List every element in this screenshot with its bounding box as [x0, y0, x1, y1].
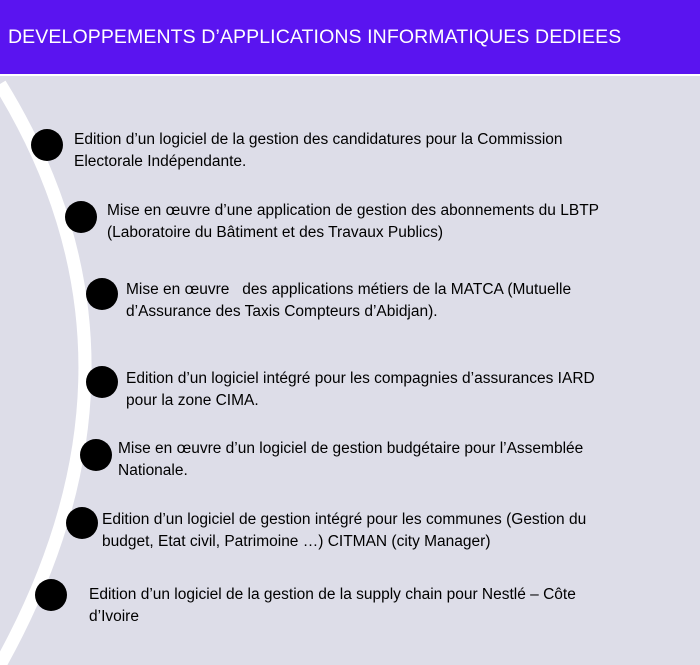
list-item-text: Edition d’un logiciel intégré pour les compagnies d’assurances IARD pour la zone CIMA. — [126, 370, 595, 409]
list-item-text: Mise en œuvre d’un logiciel de gestion budgétaire pour l’Assemblée Nationale. — [118, 440, 584, 479]
bullet-dot — [86, 278, 118, 310]
list-item-text: Mise en œuvre d’une application de gestion des abonnements du LBTP (Laboratoire du Bâtiment et des Travaux Publics) — [107, 202, 599, 241]
list-item-text: Edition d’un logiciel de la gestion des candidatures pour la Commission Electorale Indépendante. — [74, 131, 563, 170]
bullet-dot — [31, 129, 63, 161]
bullet-dot — [86, 366, 118, 398]
bullet-dot — [80, 439, 112, 471]
list-item-text: Mise en œuvre des applications métiers de la MATCA (Mutuelle d’Assurance des Taxis Compteurs d’Abidjan). — [126, 281, 572, 320]
bullet-dot — [35, 579, 67, 611]
page-title: DEVELOPPEMENTS D’APPLICATIONS INFORMATIQUES DEDIEES — [0, 0, 700, 74]
bullet-dot — [66, 507, 98, 539]
bullet-dot — [65, 201, 97, 233]
list-item-text: Edition d’un logiciel de gestion intégré pour les communes (Gestion du budget, Etat civil, Patrimoine …) CITMAN (city Manager) — [102, 511, 587, 550]
timeline-arc-path — [0, 84, 85, 665]
list-item-text: Edition d’un logiciel de la gestion de la supply chain pour Nestlé – Côte d’Ivoire — [89, 586, 576, 625]
